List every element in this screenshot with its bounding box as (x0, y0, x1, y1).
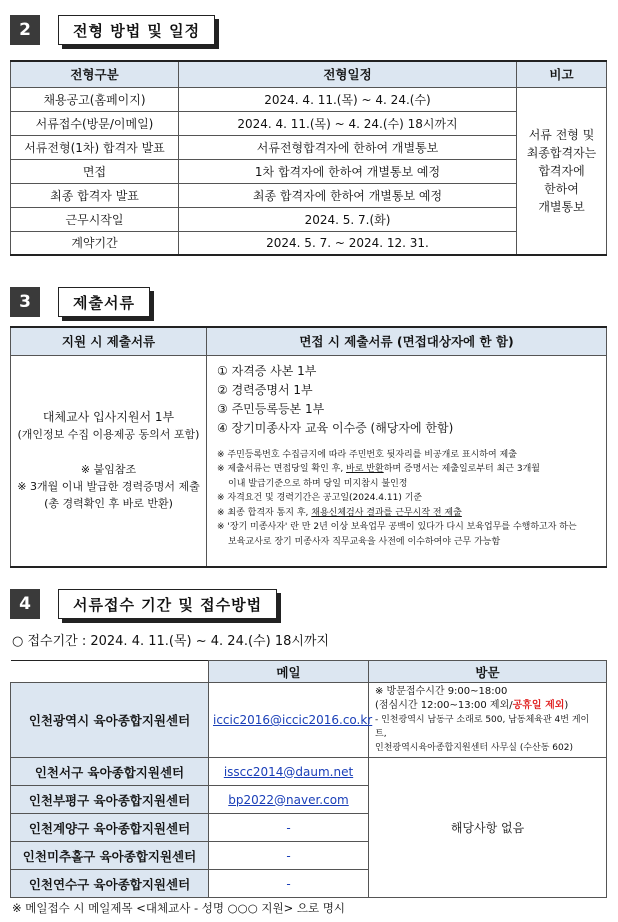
apply-doc-line: (총 경력확인 후 바로 반환) (44, 497, 173, 511)
header-visit: 방문 (369, 661, 607, 683)
row-value: 2024. 5. 7. ~ 2024. 12. 31. (179, 231, 517, 255)
section-number: 3 (10, 287, 40, 317)
remark-cell (517, 87, 607, 255)
center-mail[interactable] (209, 683, 373, 758)
header-mail: 메일 (209, 661, 369, 683)
schedule-table (10, 60, 607, 256)
email-link[interactable]: isscc2014@daum.net (223, 764, 354, 779)
visit-line: - 인천광역시 남동구 소래로 500, 남동체육관 4번 게이트, (375, 715, 590, 739)
apply-docs-cell (11, 355, 207, 567)
apply-doc-line: ※ 3개월 이내 발급한 경력증명서 제출 (17, 480, 200, 494)
center-name: 인천서구 육아종합지원센터 (11, 758, 209, 786)
section-number: 4 (10, 589, 40, 619)
apply-doc-line: ※ 붙임참조 (80, 463, 137, 477)
row-value: 최종 합격자에 한하여 개별통보 예정 (179, 183, 517, 207)
submission-period: ○ 접수기간 : 2024. 4. 11.(목) ~ 4. 24.(수) 18시까지 (12, 634, 330, 649)
note-line: ※ 자격요건 및 경력기간은 공고일(2024.4.11) 기준 (217, 493, 423, 503)
interview-doc-item: ④ 장기미종사자 교육 이수증 (해당자에 한함) (217, 420, 454, 435)
apply-doc-line: 대체교사 입사지원서 1부 (42, 410, 175, 425)
row-label: 근무시작일 (11, 207, 179, 231)
interview-docs-list (217, 362, 598, 438)
header-apply-docs: 지원 시 제출서류 (11, 327, 207, 355)
notes (217, 448, 598, 550)
visit-line: ※ 방문접수시간 9:00~18:00 (375, 686, 508, 697)
remark-line: 한하여 (544, 181, 579, 196)
visit-line: (점심시간 12:00~13:00 제외/공휴일 제외) (375, 700, 569, 711)
visit-line: 인천광역시육아종합지원센터 사무실 (수산동 602) (375, 743, 573, 753)
center-mail[interactable] (209, 786, 369, 814)
interview-docs-cell (207, 355, 607, 567)
header-category: 전형구분 (11, 61, 179, 87)
center-mail: - (209, 842, 369, 870)
section3-heading (10, 286, 150, 318)
row-value: 서류전형합격자에 한하여 개별통보 (179, 135, 517, 159)
row-label: 서류접수(방문/이메일) (11, 111, 179, 135)
center-name: 인천계양구 육아종합지원센터 (11, 814, 209, 842)
section-number: 2 (10, 15, 40, 45)
remark-line: 서류 전형 및 (528, 127, 595, 142)
center-name: 인천부평구 육아종합지원센터 (11, 786, 209, 814)
note-line: 이내 발급기준으로 하며 당일 미지참시 불인정 (228, 478, 408, 489)
row-label: 채용공고(홈페이지) (11, 87, 179, 111)
section-title: 전형 방법 및 일정 (58, 15, 215, 45)
interview-doc-item: ① 자격증 사본 1부 (217, 363, 317, 378)
row-value: 2024. 5. 7.(화) (179, 207, 517, 231)
email-link[interactable]: iccic2016@iccic2016.co.kr (213, 713, 373, 727)
row-label: 최종 합격자 발표 (11, 183, 179, 207)
row-label: 계약기간 (11, 231, 179, 255)
section-title: 제출서류 (58, 287, 150, 317)
note-line: ※ 제출서류는 면접당일 확인 후, 바로 반환하며 증명서는 제출일로부터 최근 3개월 (217, 464, 540, 474)
blank-header (11, 661, 209, 683)
visit-none: 해당사항 없음 (369, 758, 607, 898)
footnote: ※ 메일접수 시 메일제목 <대체교사 - 성명 ○○○ 지원> 으로 명시 (12, 901, 346, 915)
remark-line: 합격자에 (538, 163, 585, 178)
row-label: 서류전형(1차) 합격자 발표 (11, 135, 179, 159)
center-name: 인천연수구 육아종합지원센터 (11, 870, 209, 898)
email-link[interactable]: bp2022@naver.com (228, 792, 349, 807)
remark-line: 최종합격자는 (526, 145, 597, 160)
center-name: 인천광역시 육아종합지원센터 (11, 683, 209, 758)
note-line: 보육교사로 장기 미종사자 직무교육을 사전에 이수하여야 근무 가능함 (228, 536, 501, 547)
interview-doc-item: ③ 주민등록등본 1부 (217, 401, 325, 416)
section4-heading (10, 588, 277, 620)
row-label: 면접 (11, 159, 179, 183)
header-schedule: 전형일정 (179, 61, 517, 87)
interview-doc-item: ② 경력증명서 1부 (217, 382, 313, 397)
note-line: ※ '장기 미종사자' 란 만 2년 이상 보육업무 공백이 있다가 다시 보육업무를 수행하고자 하는 (217, 522, 577, 532)
documents-table (10, 326, 607, 568)
row-value: 2024. 4. 11.(목) ~ 4. 24.(수) 18시까지 (179, 111, 517, 135)
section2-heading (10, 14, 215, 46)
center-name: 인천미추홀구 육아종합지원센터 (11, 842, 209, 870)
header-interview-docs: 면접 시 제출서류 (면접대상자에 한 함) (207, 327, 607, 355)
section-title: 서류접수 기간 및 접수방법 (58, 589, 277, 619)
remark-line: 개별통보 (538, 199, 585, 214)
row-value: 1차 합격자에 한하여 개별통보 예정 (179, 159, 517, 183)
note-line: ※ 주민등록번호 수집금지에 따라 주민번호 뒷자리를 비공개로 표시하여 제출 (217, 449, 517, 460)
visit-info (369, 683, 607, 758)
note-line: ※ 최종 합격자 통지 후, 채용신체검사 결과를 근무시작 전 제출 (217, 507, 462, 518)
header-remark: 비고 (517, 61, 607, 87)
row-value: 2024. 4. 11.(목) ~ 4. 24.(수) (179, 87, 517, 111)
apply-doc-line: (개인정보 수집 이용제공 동의서 포함) (17, 428, 200, 442)
center-mail: - (209, 870, 369, 898)
submission-table (10, 660, 607, 898)
center-mail[interactable] (209, 758, 369, 786)
center-mail: - (209, 814, 369, 842)
